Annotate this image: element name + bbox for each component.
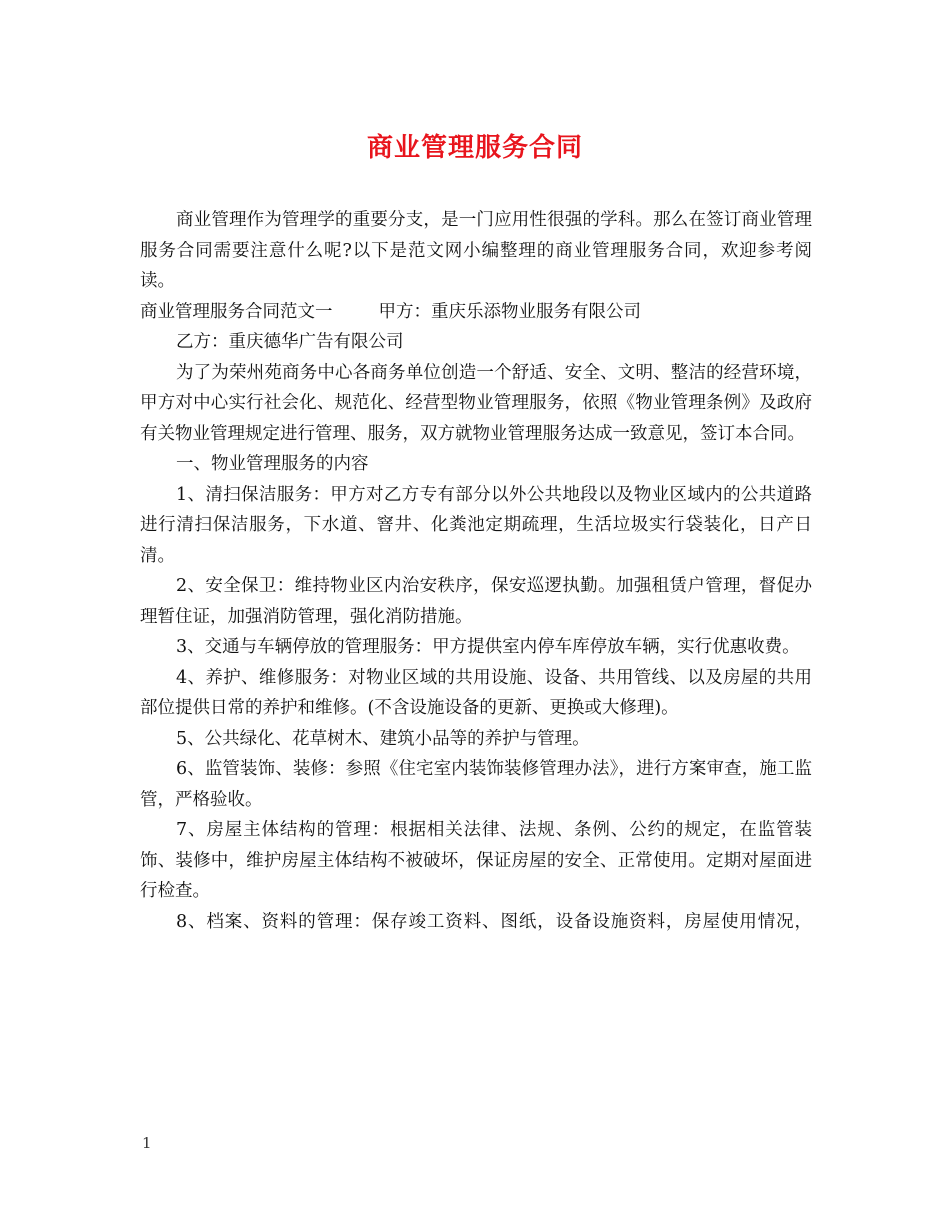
party-b: 乙方：重庆德华广告有限公司: [176, 332, 404, 352]
preamble-paragraph: 为了为荣州苑商务中心各商务单位创造一个舒适、安全、文明、整洁的经营环境，甲方对中心实行社会化、规范化、经营型物业管理服务，依照《物业管理条例》及政府有关物业管理规定进行管理、服务，双方就物业管理服务达成一致意见，签订本合同。: [140, 362, 812, 444]
list-item: 3、交通与车辆停放的管理服务：甲方提供室内停车库停放车辆，实行优惠收费。: [176, 637, 800, 657]
list-item: 6、监管装饰、装修：参照《住宅室内装饰装修管理办法》，进行方案审查，施工监管，严格验收。: [140, 759, 812, 810]
page-number: 1: [142, 1134, 152, 1152]
list-item: 2、安全保卫：维持物业区内治安秩序，保安巡逻执勤。加强租赁户管理，督促办理暂住证，加强消防管理，强化消防措施。: [140, 576, 812, 627]
list-item: 7、房屋主体结构的管理：根据相关法律、法规、条例、公约的规定，在监管装饰、装修中，维护房屋主体结构不被破坏，保证房屋的安全、正常使用。定期对屋面进行检查。: [140, 820, 812, 901]
list-item: 8、档案、资料的管理：保存竣工资料、图纸，设备设施资料，房屋使用情况，: [176, 911, 812, 932]
section-heading: 一、物业管理服务的内容: [176, 454, 369, 474]
list-item: 5、公共绿化、花草树木、建筑小品等的养护与管理。: [176, 728, 590, 749]
document-title: 商业管理服务合同: [366, 133, 583, 163]
party-a: 甲方：重庆乐添物业服务有限公司: [378, 301, 641, 322]
document-body: [140, 205, 812, 937]
sample-heading-line: [140, 297, 812, 328]
list-item: 1、清扫保洁服务：甲方对乙方专有部分以外公共地段以及物业区域内的公共道路进行清扫保洁服务，下水道、窨井、化粪池定期疏理，生活垃圾实行袋装化，日产日清。: [140, 484, 812, 566]
sample-heading: 商业管理服务合同范文一: [140, 301, 333, 322]
intro-paragraph: 商业管理作为管理学的重要分支，是一门应用性很强的学科。那么在签订商业管理服务合同需要注意什么呢?以下是范文网小编整理的商业管理服务合同，欢迎参考阅读。: [140, 210, 812, 291]
list-item: 4、养护、维修服务：对物业区域的共用设施、设备、共用管线、以及房屋的共用部位提供日常的养护和维修。(不含设施设备的更新、更换或大修理)。: [140, 667, 812, 718]
